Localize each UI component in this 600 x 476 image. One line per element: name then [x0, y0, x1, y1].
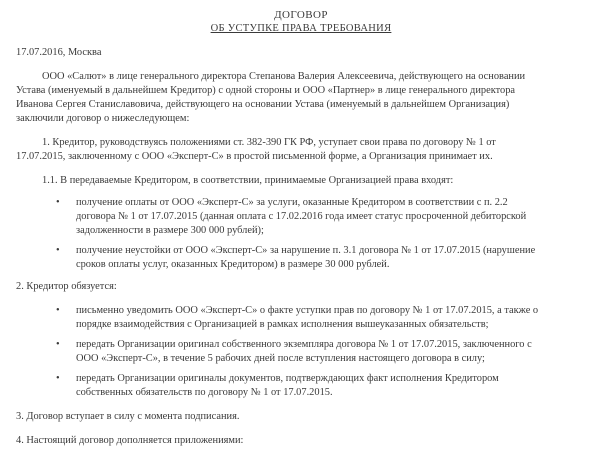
preamble-line: заключили договор о нижеследующем:: [16, 113, 190, 124]
preamble: [16, 70, 586, 126]
list-item-line: передать Организации оригинал собственного экземпляра договора № 1 от 17.07.2015, заключенного с: [76, 339, 532, 350]
preamble-line: Устава (именуемый в дальнейшем Кредитор) с одной стороны и ООО «Партнер» в лице генерального директора: [16, 85, 516, 96]
list-item: [16, 372, 586, 400]
preamble-line: Иванова Сергея Станиславовича, действующего на основании Устава (именуемый в дальнейшем Организация): [16, 99, 510, 110]
clause-1-line: 17.07.2015, заключенному с ООО «Эксперт-С» в простой письменной форме, а Организация принимает их.: [16, 151, 493, 162]
bullet-icon: •: [56, 197, 60, 208]
list-item: [16, 196, 586, 238]
list-item-line: ООО «Эксперт-С», в течение 5 рабочих дней после вступления настоящего договора в силу;: [76, 353, 485, 364]
list-item: [16, 338, 586, 366]
date-place: 17.07.2016, Москва: [16, 47, 102, 58]
clause-4: 4. Настоящий договор дополняется приложениями:: [16, 435, 244, 446]
clause-1: [16, 136, 586, 164]
list-item-line: договора № 1 от 17.07.2015 (данная оплата с 17.02.2016 года имеет статус просроченной дебиторской: [76, 211, 527, 222]
list-item-line: порядке взаимодействия с Организацией в рамках исполнения вышеуказанных обязательств;: [76, 319, 489, 330]
bullet-icon: •: [56, 245, 60, 256]
clause-3: 3. Договор вступает в силу с момента подписания.: [16, 411, 240, 422]
list-item-line: получение оплаты от ООО «Эксперт-С» за услуги, оказанные Кредитором в соответствии с п. 2.2: [76, 197, 508, 208]
list-item-line: письменно уведомить ООО «Эксперт-С» о факте уступки прав по договору № 1 от 17.07.2015, а также о: [76, 305, 539, 316]
document-title: ДОГОВОР: [274, 9, 328, 21]
preamble-line: ООО «Салют» в лице генерального директора Степанова Валерия Алексеевича, действующего на основании: [42, 71, 526, 82]
obligations-list: [16, 304, 586, 400]
bullet-icon: •: [56, 339, 60, 350]
list-item-line: сроков оплаты услуг, оказанных Кредитором) в размере 30 000 рублей.: [76, 259, 390, 270]
clause-2: 2. Кредитор обязуется:: [16, 281, 117, 292]
list-item-line: получение неустойки от ООО «Эксперт-С» за нарушение п. 3.1 договора № 1 от 17.07.2015 (нарушение: [76, 245, 536, 256]
rights-list: [16, 196, 586, 272]
list-item-line: задолженности в размере 300 000 рублей);: [76, 225, 264, 236]
bullet-icon: •: [56, 305, 60, 316]
list-item-line: передать Организации оригиналы документов, подтверждающих факт исполнения Кредитором: [76, 373, 499, 384]
bullet-icon: •: [56, 373, 60, 384]
list-item: [16, 304, 586, 332]
list-item: [16, 244, 586, 272]
clause-1-1: 1.1. В передаваемые Кредитором, в соответствии, принимаемые Организацией права входят:: [42, 175, 454, 186]
list-item-line: собственных обязательств по договору № 1 от 17.07.2015.: [76, 387, 333, 398]
clause-1-line: 1. Кредитор, руководствуясь положениями ст. 382-390 ГК РФ, уступает свои права по договору № 1 от: [42, 137, 496, 148]
document-subtitle: ОБ УСТУПКЕ ПРАВА ТРЕБОВАНИЯ: [210, 23, 392, 34]
